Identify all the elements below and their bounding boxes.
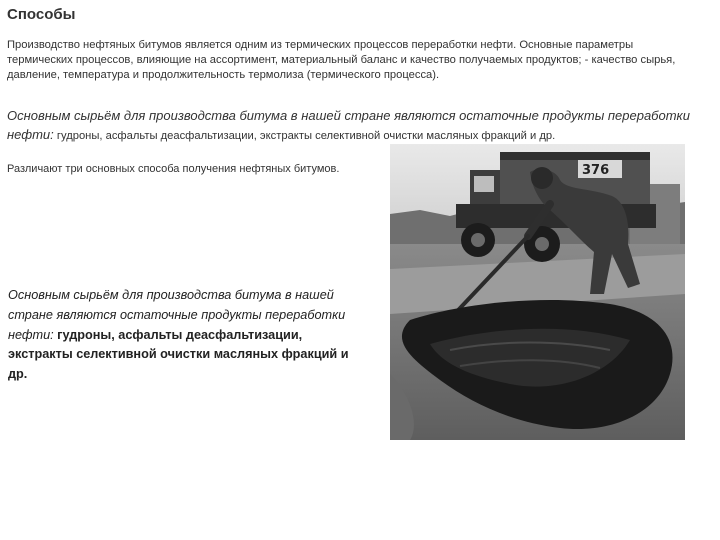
intro-paragraph: Производство нефтяных битумов является одним из термических процессов переработки нефти. Основные параметры термических процессов, влияющие на ассортимент, материальный баланс и качество получаемых продуктов; - качество сырья, давление, температура и продолжительность термолиза (термического процесса). <box>7 39 676 81</box>
lead-tail-text: гудроны, асфальты деасфальтизации, экстракты селективной очистки масляных фракций и др. <box>53 130 556 142</box>
slide-title: Способы <box>7 6 76 23</box>
bitumen-worker-photo <box>390 144 685 440</box>
lead-paragraph <box>7 106 712 146</box>
methods-sentence: Различают три основных способа получения нефтяных битумов. <box>7 163 340 175</box>
quote-italic-text: Основным сырьём для производства битума в нашей стране являются остаточные продукты переработки нефти: <box>8 288 346 342</box>
quote-bold-text: гудроны, асфальты деасфальтизации, экстракты селективной очистки масляных фракций и др. <box>8 327 349 382</box>
quote-paragraph <box>8 286 368 385</box>
lead-italic-text: Основным сырьём для производства битума в нашей стране являются остаточные продукты переработки нефти: <box>7 108 690 142</box>
truck-plate: 376 <box>582 163 610 178</box>
photo-illustration <box>390 144 685 440</box>
